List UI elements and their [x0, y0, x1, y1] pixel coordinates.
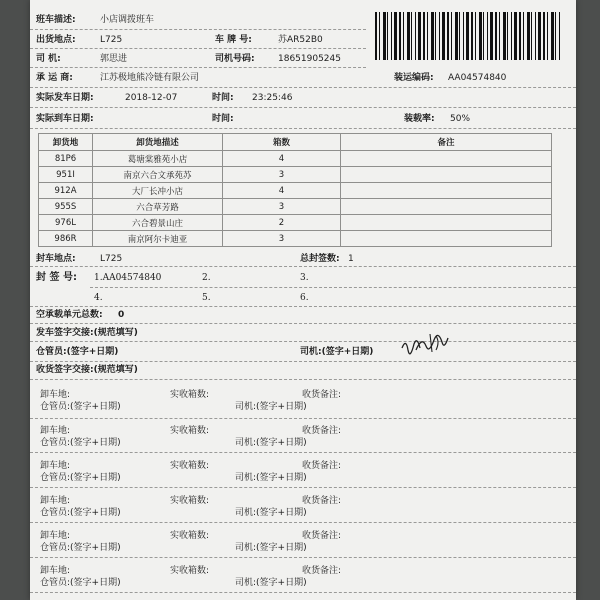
- table-row: [39, 151, 552, 167]
- unload-location-label: 卸车地:: [40, 531, 71, 541]
- unload-location-label: 卸车地:: [40, 496, 71, 506]
- cell-boxes: 4: [223, 151, 341, 167]
- driver-sign-label: 司机:(签字+日期): [235, 473, 307, 483]
- received-note-label: 收货备注:: [302, 461, 342, 471]
- received-boxes-label: 实收箱数:: [170, 426, 210, 436]
- dispatch-title: 发车签字交接:(规范填写): [36, 328, 138, 338]
- received-boxes-label: 实收箱数:: [170, 461, 210, 471]
- origin-label: 出货地点:: [36, 35, 76, 45]
- cell-code: 955S: [39, 199, 93, 215]
- cell-boxes: 3: [223, 199, 341, 215]
- cell-boxes: 4: [223, 183, 341, 199]
- unload-location-label: 卸车地:: [40, 390, 71, 400]
- cell-code: 976L: [39, 215, 93, 231]
- table-row: [39, 231, 552, 247]
- actual-arrive-label: 实际到车日期:: [36, 114, 94, 124]
- handwritten-signature: [400, 330, 462, 360]
- cell-note: [341, 199, 552, 215]
- plate-value: 苏AR52B0: [278, 35, 323, 45]
- driver-value: 郭思进: [100, 54, 128, 64]
- warehouse-sign-label: 仓管员:(签字+日期): [40, 578, 121, 588]
- actual-depart-time: 23:25:46: [252, 93, 293, 103]
- cell-boxes: 3: [223, 231, 341, 247]
- arrive-time-label: 时间:: [212, 114, 234, 124]
- cell-boxes: 3: [223, 167, 341, 183]
- cell-code: 986R: [39, 231, 93, 247]
- route-desc-label: 班车描述:: [36, 15, 76, 25]
- carrier-label: 承 运 商:: [36, 73, 73, 83]
- plate-label: 车 牌 号:: [215, 35, 252, 45]
- cell-desc: 六合草芳路: [93, 199, 223, 215]
- cell-note: [341, 167, 552, 183]
- col-boxes: 箱数: [223, 134, 341, 151]
- seal-no-4: 4.: [94, 293, 103, 303]
- received-boxes-label: 实收箱数:: [170, 566, 210, 576]
- cell-note: [341, 151, 552, 167]
- driver-phone-value: 18651905245: [278, 54, 341, 64]
- seal-location-value: L725: [100, 254, 123, 264]
- seal-total-label: 总封签数:: [300, 254, 340, 264]
- driver-sign-label: 司机:(签字+日期): [235, 543, 307, 553]
- actual-depart-date: 2018-12-07: [125, 93, 178, 103]
- cell-desc: 葛塘棠雅苑小店: [93, 151, 223, 167]
- unload-location-label: 卸车地:: [40, 426, 71, 436]
- received-note-label: 收货备注:: [302, 566, 342, 576]
- warehouse-sign-label: 仓管员:(签字+日期): [40, 438, 121, 448]
- table-row: [39, 167, 552, 183]
- cell-desc: 大厂长冲小店: [93, 183, 223, 199]
- table-row: [39, 215, 552, 231]
- col-note: 备注: [341, 134, 552, 151]
- driver-sign-label: 司机:(签字+日期): [235, 402, 307, 412]
- received-note-label: 收货备注:: [302, 426, 342, 436]
- cell-code: 951I: [39, 167, 93, 183]
- seal-no-2: 2.: [202, 273, 211, 283]
- load-rate-label: 装载率:: [404, 114, 435, 124]
- cell-note: [341, 215, 552, 231]
- received-note-label: 收货备注:: [302, 390, 342, 400]
- cell-note: [341, 231, 552, 247]
- seal-no-6: 6.: [300, 293, 309, 303]
- seal-total-value: 1: [348, 254, 354, 264]
- warehouse-sign-label: 仓管员:(签字+日期): [40, 508, 121, 518]
- empty-units-label: 空承载单元总数:: [36, 310, 103, 320]
- seal-no-3: 3.: [300, 273, 309, 283]
- load-rate-value: 50%: [450, 114, 471, 124]
- shipping-code-value: AA04574840: [448, 73, 507, 83]
- col-unload-code: 卸货地: [39, 134, 93, 151]
- driver-sign-label: 司机:(签字+日期): [235, 578, 307, 588]
- cell-boxes: 2: [223, 215, 341, 231]
- warehouse-sign-label: 仓管员:(签字+日期): [40, 402, 121, 412]
- unload-table: [38, 133, 552, 247]
- seal-no-label: 封 签 号:: [36, 272, 77, 283]
- received-boxes-label: 实收箱数:: [170, 390, 210, 400]
- cell-desc: 南京六合文承苑苏: [93, 167, 223, 183]
- unload-location-label: 卸车地:: [40, 566, 71, 576]
- received-note-label: 收货备注:: [302, 496, 342, 506]
- cell-desc: 六合碧景山庄: [93, 215, 223, 231]
- driver-label: 司 机:: [36, 54, 61, 64]
- route-desc-value: 小店调拨班车: [100, 15, 155, 25]
- empty-units-value: 0: [118, 310, 125, 320]
- origin-value: L725: [100, 35, 123, 45]
- driver-sign-label: 司机:(签字+日期): [235, 508, 307, 518]
- warehouse-sign-label: 仓管员:(签字+日期): [40, 473, 121, 483]
- received-boxes-label: 实收箱数:: [170, 531, 210, 541]
- dispatch-driver-label: 司机:(签字+日期): [300, 347, 374, 357]
- table-header-row: [39, 134, 552, 151]
- warehouse-sign-label: 仓管员:(签字+日期): [40, 543, 121, 553]
- cell-note: [341, 183, 552, 199]
- barcode: [375, 12, 560, 60]
- table-row: [39, 183, 552, 199]
- unload-location-label: 卸车地:: [40, 461, 71, 471]
- shipping-code-label: 装运编码:: [394, 73, 434, 83]
- seal-location-label: 封车地点:: [36, 254, 76, 264]
- cell-code: 81P6: [39, 151, 93, 167]
- seal-no-5: 5.: [202, 293, 211, 303]
- cell-code: 912A: [39, 183, 93, 199]
- driver-sign-label: 司机:(签字+日期): [235, 438, 307, 448]
- depart-time-label: 时间:: [212, 93, 234, 103]
- received-note-label: 收货备注:: [302, 531, 342, 541]
- seal-no-1: 1.AA04574840: [94, 273, 162, 283]
- actual-depart-label: 实际发车日期:: [36, 93, 94, 103]
- col-unload-desc: 卸货地描述: [93, 134, 223, 151]
- received-boxes-label: 实收箱数:: [170, 496, 210, 506]
- shipping-manifest: [30, 0, 576, 600]
- carrier-value: 江苏极地熊冷链有限公司: [100, 73, 200, 83]
- cell-desc: 南京阿尔卡迪亚: [93, 231, 223, 247]
- dispatch-warehouse-label: 仓管员:(签字+日期): [36, 347, 119, 357]
- driver-phone-label: 司机号码:: [215, 54, 255, 64]
- table-row: [39, 199, 552, 215]
- receive-title: 收货签字交接:(规范填写): [36, 365, 138, 375]
